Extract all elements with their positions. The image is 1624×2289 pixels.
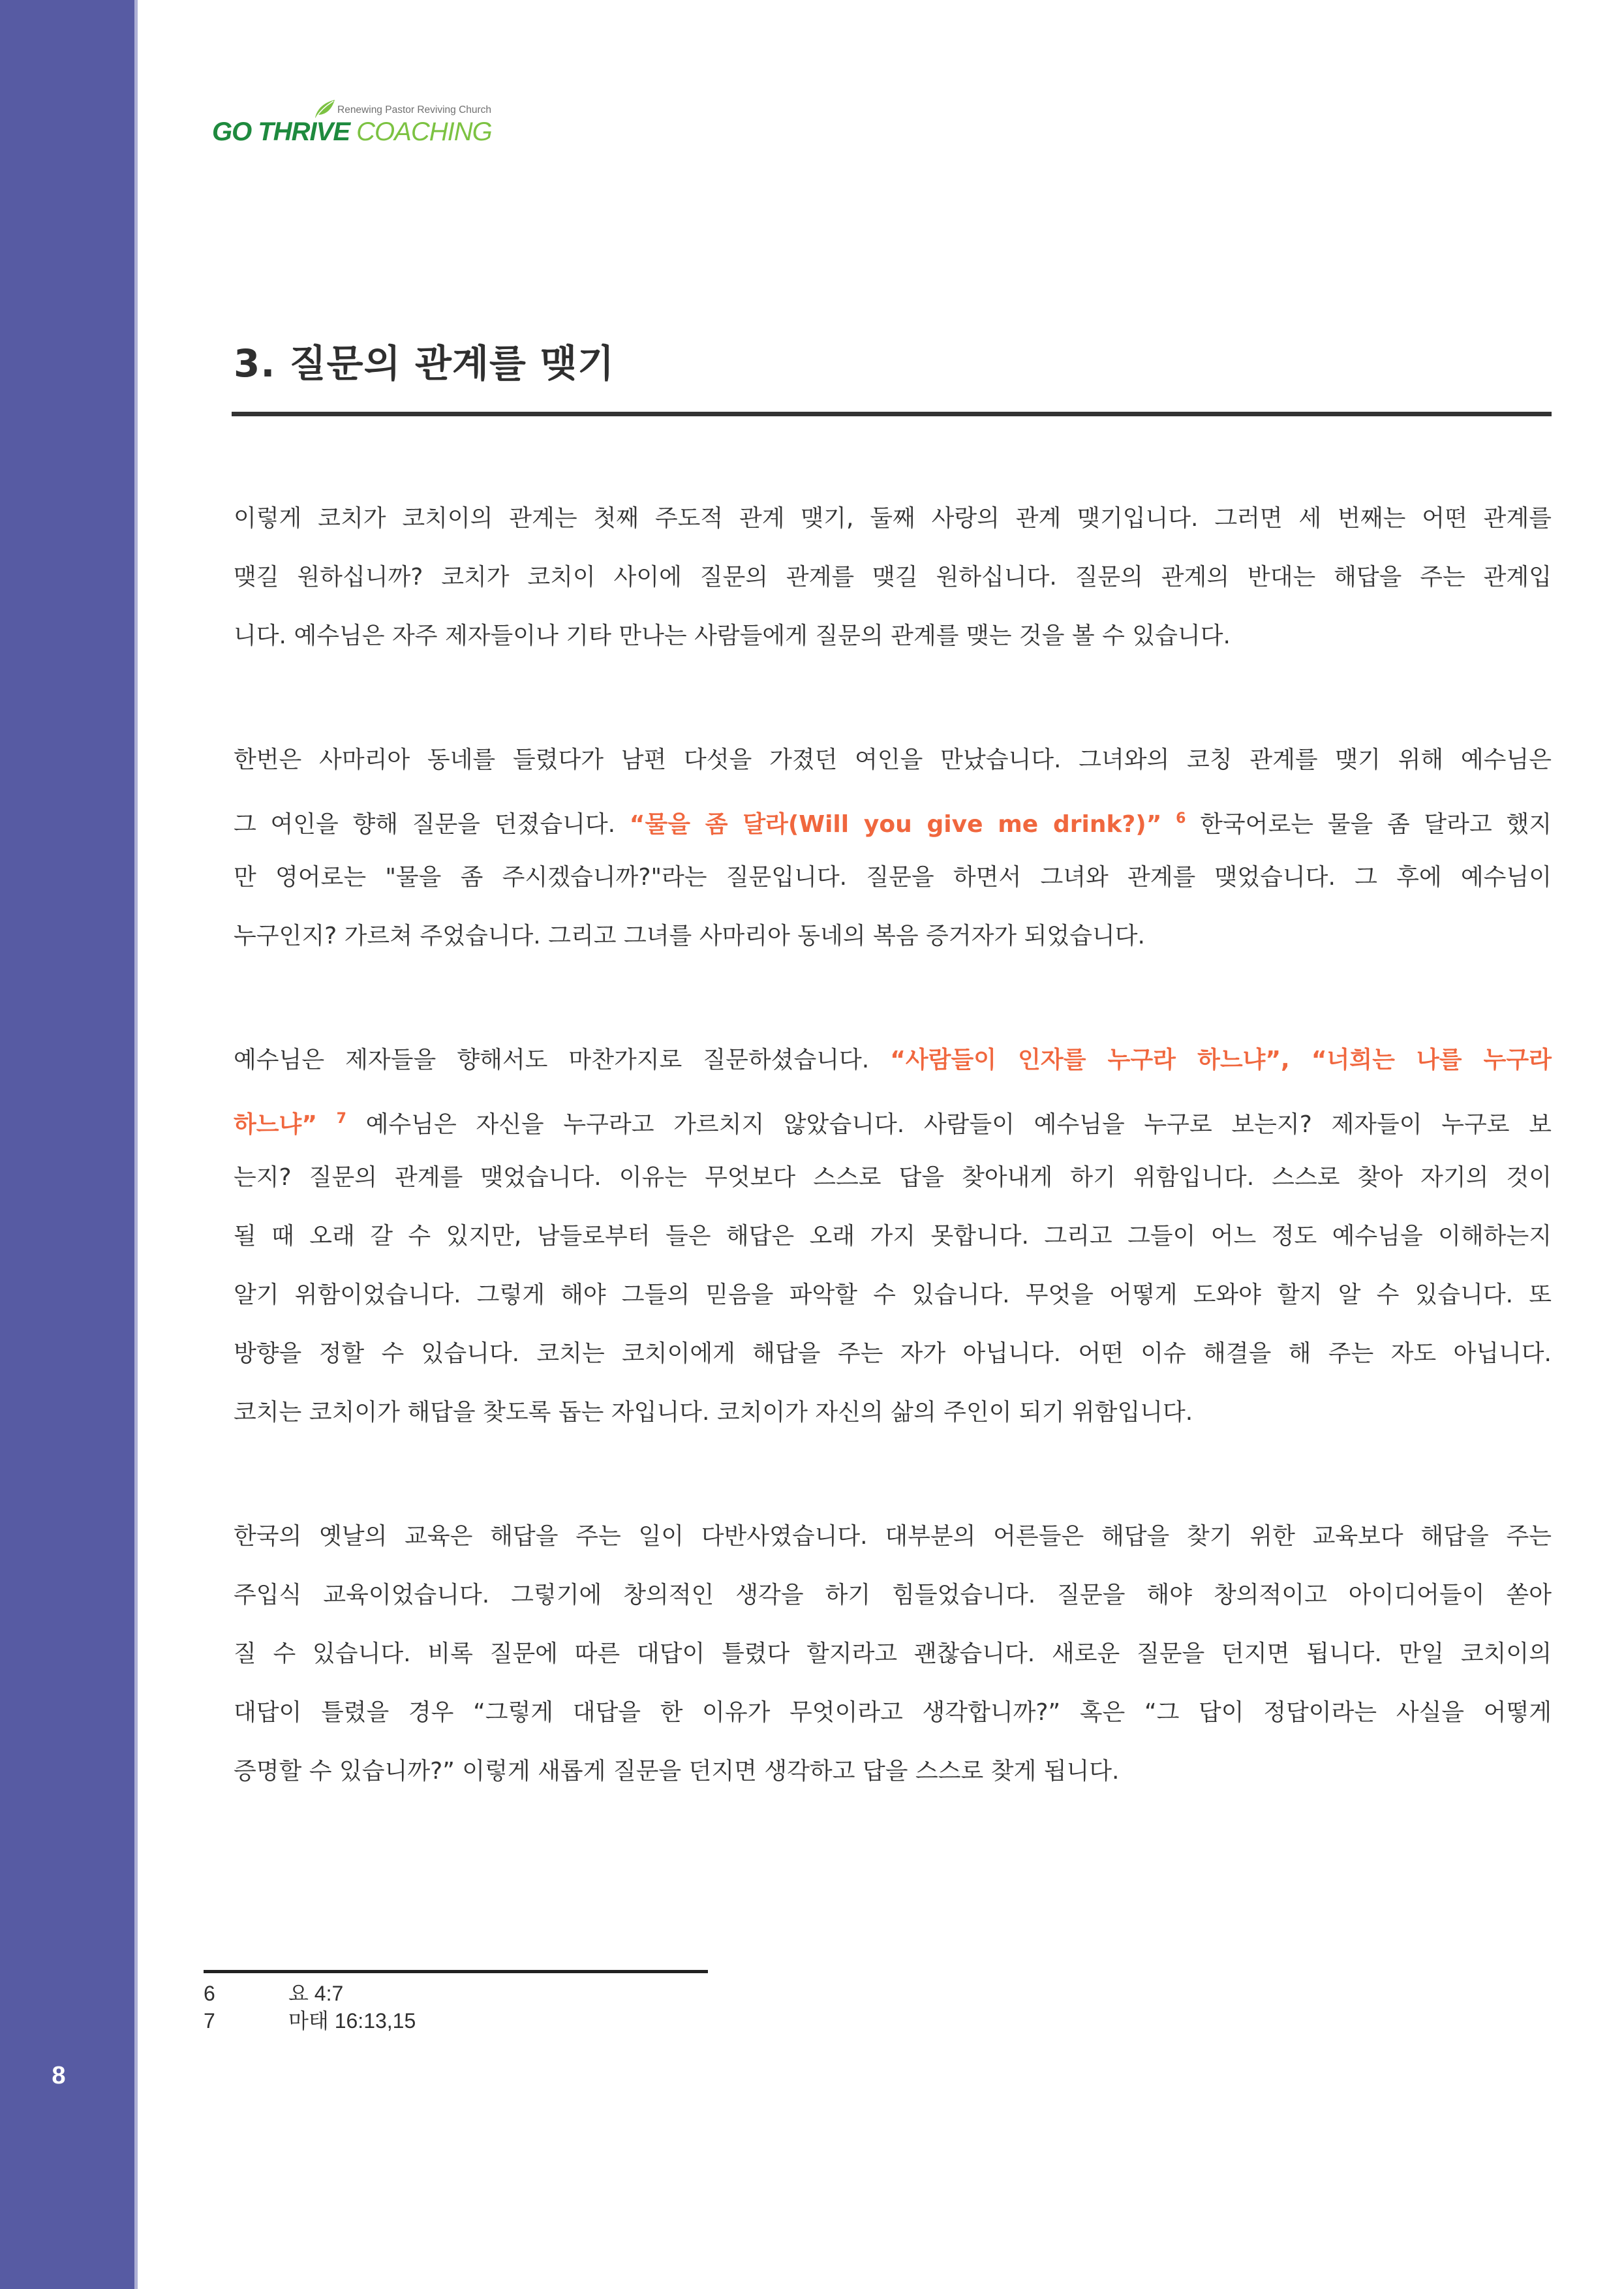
footnote-ref-7[interactable]: 7 <box>336 1111 346 1127</box>
footnote-text: 요 4:7 <box>288 1982 344 2005</box>
logo-tagline: Renewing Pastor Reviving Church <box>337 104 492 115</box>
body-text: 예수님은 자신을 누구라고 가르치지 않았습니다. 사람들이 예수님을 누구로 보는지? 제자들이 누구로 보 <box>346 1111 1552 1138</box>
body-line: 는지? 질문의 관계를 맺었습니다. 이유는 무엇보다 스스로 답을 찾아내게 하기 위함입니다. 스스로 찾아 자기의 것이 <box>234 1164 1552 1191</box>
body-text: 그 여인을 향해 질문을 던졌습니다. <box>234 811 630 838</box>
body-line <box>234 803 1552 840</box>
page-number: 8 <box>52 2062 66 2089</box>
body-line: 될 때 오래 갈 수 있지만, 남들로부터 들은 해답은 오래 가지 못합니다. 그리고 그들이 어느 정도 예수님을 이해하는지 <box>234 1223 1552 1250</box>
leaf-icon <box>313 99 336 119</box>
body-line: 한번은 사마리아 동네를 들렸다가 남편 다섯을 가졌던 여인을 만났습니다. 그녀와의 코칭 관계를 맺기 위해 예수님은 <box>234 746 1552 773</box>
body-line: 알기 위함이었습니다. 그렇게 해야 그들의 믿음을 파악할 수 있습니다. 무엇을 어떻게 도와야 할지 알 수 있습니다. 또 <box>234 1282 1552 1308</box>
logo-primary-text: GO THRIVE <box>212 117 350 146</box>
body-line: 이렇게 코치가 코치이의 관계는 첫째 주도적 관계 맺기, 둘째 사랑의 관계 맺기입니다. 그러면 세 번째는 어떤 관계를 <box>234 505 1552 532</box>
title-divider <box>232 412 1552 416</box>
footnote-number: 6 <box>204 1982 215 2005</box>
footnote-6 <box>204 1980 343 2006</box>
body-line: 니다. 예수님은 자주 제자들이나 기타 만나는 사람들에게 질문의 관계를 맺는 것을 볼 수 있습니다. <box>234 622 1231 649</box>
scripture-quote: 하느냐” <box>234 1111 317 1138</box>
body-line: 한국의 옛날의 교육은 해답을 주는 일이 다반사였습니다. 대부분의 어른들은 해답을 찾기 위한 교육보다 해답을 주는 <box>234 1523 1552 1550</box>
footnote-7 <box>204 2008 416 2034</box>
logo-secondary-text: COACHING <box>356 117 492 146</box>
body-line: 만 영어로는 "물을 좀 주시겠습니까?"라는 질문입니다. 질문을 하면서 그녀와 관계를 맺었습니다. 그 후에 예수님이 <box>234 864 1552 891</box>
scripture-quote: “사람들이 인자를 누구라 하느냐”, “너희는 나를 누구라 <box>890 1047 1552 1073</box>
body-line <box>234 1103 1552 1141</box>
body-text: 예수님은 제자들을 향해서도 마찬가지로 질문하셨습니다. <box>234 1047 891 1073</box>
body-line: 질 수 있습니다. 비록 질문에 따른 대답이 틀렸다 할지라고 괜찮습니다. 새로운 질문을 던지면 됩니다. 만일 코치이의 <box>234 1640 1552 1667</box>
body-line: 대답이 틀렸을 경우 “그렇게 대답을 한 이유가 무엇이라고 생각합니까?” 혹은 “그 답이 정답이라는 사실을 어떻게 <box>234 1699 1552 1726</box>
footnote-divider <box>204 1970 708 1973</box>
logo-wordmark <box>212 117 492 147</box>
body-line <box>234 1045 1552 1076</box>
footnote-text: 마태 16:13,15 <box>288 2009 416 2033</box>
body-line: 방향을 정할 수 있습니다. 코치는 코치이에게 해답을 주는 자가 아닙니다. 어떤 이슈 해결을 해 주는 자도 아닙니다. <box>234 1340 1552 1367</box>
footnote-ref-6[interactable]: 6 <box>1176 810 1186 827</box>
scripture-quote: “물을 좀 달라(Will you give me drink?)” <box>629 811 1162 838</box>
body-text: 한국어로는 물을 좀 달라고 했지 <box>1186 811 1552 838</box>
section-title: 3. 질문의 관계를 맺기 <box>234 341 615 386</box>
body-line: 코치는 코치이가 해답을 찾도록 돕는 자입니다. 코치이가 자신의 삶의 주인이 되기 위함입니다. <box>234 1399 1193 1426</box>
page-sidebar <box>0 0 134 2289</box>
body-line: 증명할 수 있습니까?” 이렇게 새롭게 질문을 던지면 생각하고 답을 스스로 찾게 됩니다. <box>234 1758 1120 1785</box>
brand-logo <box>212 99 492 151</box>
body-line: 주입식 교육이었습니다. 그렇기에 창의적인 생각을 하기 힘들었습니다. 질문을 해야 창의적이고 아이디어들이 쏟아 <box>234 1582 1552 1608</box>
footnote-number: 7 <box>204 2009 215 2033</box>
body-line: 누구인지? 가르쳐 주었습니다. 그리고 그녀를 사마리아 동네의 복음 증거자가 되었습니다. <box>234 923 1145 949</box>
sidebar-edge-stripe <box>134 0 138 2289</box>
body-line: 맺길 원하십니까? 코치가 코치이 사이에 질문의 관계를 맺길 원하십니다. 질문의 관계의 반대는 해답을 주는 관계입 <box>234 564 1552 591</box>
